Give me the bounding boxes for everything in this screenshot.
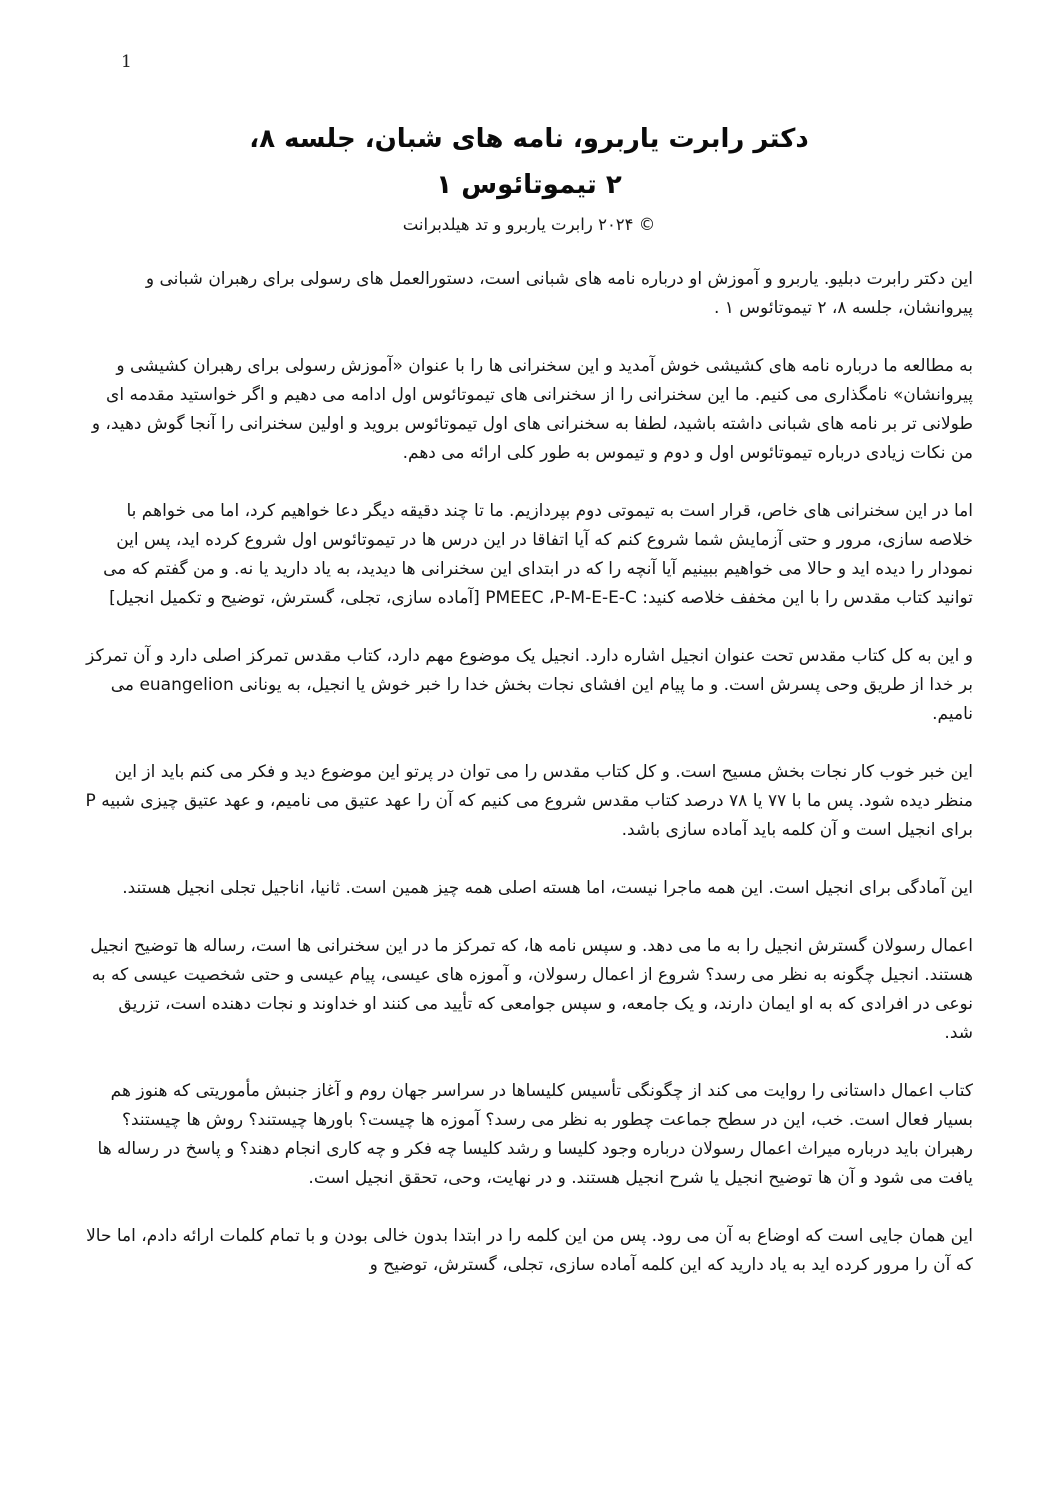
title-line-1: دکتر رابرت یاربرو، نامه های شبان، جلسه ۸، [249,124,809,154]
page-number: 1 [121,52,132,72]
document-title [85,116,973,208]
paragraph-2: به مطالعه ما درباره نامه های کشیشی خوش آمدید و این سخنرانی ها را با عنوان «آموزش رسولی برای رهبران کشیشی و پیروانشان» نامگذاری می کنیم. ما این سخنرانی را از سخنرانی های تیموتائوس اول ادامه می دهیم و اگر خواستید مقدمه ای طولانی تر بر نامه های شبانی داشته باشید، لطفا به سخنرانی های اول تیموتائوس بروید و اولین سخنرانی را آنجا گوش دهید، و من نکات زیادی درباره تیموتائوس اول و دوم و تیموس به طور کلی ارائه می دهم. [91,356,973,463]
paragraph-6: این آمادگی برای انجیل است. این همه ماجرا نیست، اما هسته اصلی همه چیز همین است. ثانیا، اناجیل تجلی انجیل هستند. [122,878,973,898]
title-line-2: ۲ تیموتائوس ۱ [436,170,622,200]
paragraph-3: اما در این سخنرانی های خاص، قرار است به تیموتی دوم بپردازیم. ما تا چند دقیقه دیگر دعا خواهیم کرد، اما می خواهم با خلاصه سازی، مرور و حتی آزمایش شما شروع کنم که آیا اتفاقا در این درس ها در تیموتائوس اول شروع کرده اید، پس این نمودار را دیده اید و حالا می خواهیم ببینیم آیا آنچه را که در ابتدای این سخنرانی ها دیدید، به یاد دارید یا نه. و من گفتم که می توانید کتاب مقدس را با این مخفف خلاصه کنید: P-M-E-E-C‏،‏ PMEEC [آماده سازی، تجلی، گسترش، توضیح و تکمیل انجیل] [103,501,973,608]
paragraph-1: این دکتر رابرت دبلیو. یاربرو و آموزش او درباره نامه های شبانی است، دستورالعمل های رسولی برای رهبران شبانی و پیروانشان، جلسه ۸، ۲ تیموتائوس ۱ . [145,269,973,318]
document-content [85,0,973,1309]
paragraph-4: و این به کل کتاب مقدس تحت عنوان انجیل اشاره دارد. انجیل یک موضوع مهم دارد، کتاب مقدس تمرکز اصلی دارد و آن تمرکز بر خدا از طریق وحی پسرش است. و ما پیام این افشای نجات بخش خدا را خبر خوش یا انجیل، به یونانی euangelion می نامیم. [86,646,973,724]
copyright-line: © ۲۰۲۴ رابرت یاربرو و تد هیلدبرانت [402,215,656,234]
paragraph-7: اعمال رسولان گسترش انجیل را به ما می دهد. و سپس نامه ها، که تمرکز ما در این سخنرانی ها است، رساله ها توضیح انجیل هستند. انجیل چگونه به نظر می رسد؟ شروع از اعمال رسولان، و آموزه های عیسی، پیام عیسی و حتی شخصیت عیسی که به نوعی در افرادی که به او ایمان دارند، و یک جامعه، و سپس جوامعی که تأیید می کنند او خداوند و نجات دهنده است، تزریق شد. [90,936,973,1043]
paragraph-5: این خبر خوب کار نجات بخش مسیح است. و کل کتاب مقدس را می توان در پرتو این موضوع دید و فکر می کنم باید از این منظر دیده شود. پس ما با ۷۷ یا ۷۸ درصد کتاب مقدس شروع می کنیم که آن را عهد عتیق می نامیم، و عهد عتیق چیزی شبیه P برای انجیل است و آن کلمه باید آماده سازی باشد. [85,762,973,840]
transcript-body [85,265,973,1280]
paragraph-8: کتاب اعمال داستانی را روایت می کند از چگونگی تأسیس کلیساها در سراسر جهان روم و آغاز جنبش مأموریتی که هنوز هم بسیار فعال است. خب، این در سطح جماعت چطور به نظر می رسد؟ آموزه ها چیست؟ باورها چیستند؟ روش ها چیستند؟ رهبران باید درباره میراث اعمال رسولان درباره وجود کلیسا و رشد کلیسا چه فکر و چه کاری انجام دهند؟ و پاسخ در رساله ها یافت می شود و آن ها توضیح انجیل یا شرح انجیل هستند. و در نهایت، وحی، تحقق انجیل است. [97,1081,973,1188]
paragraph-9: این همان جایی است که اوضاع به آن می رود. پس من این کلمه را در ابتدا بدون خالی بودن و با تمام کلمات ارائه دادم، اما حالا که آن را مرور کرده اید به یاد دارید که این کلمه آماده سازی، تجلی، گسترش، توضیح و [86,1226,973,1275]
